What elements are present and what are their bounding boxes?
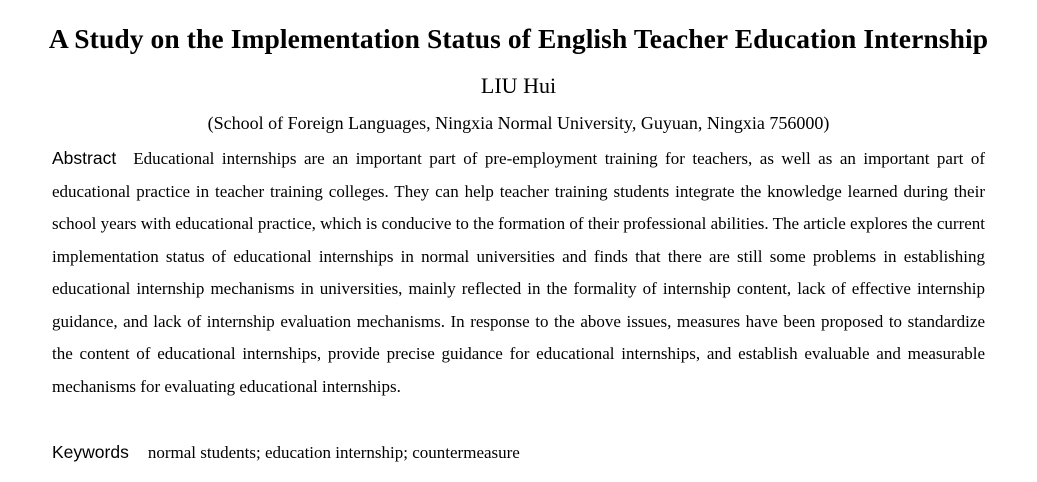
author-name: LIU Hui xyxy=(480,73,557,98)
abstract-text: Educational internships are an important part of pre-employment training for teachers, as well as an important part of educational practice in teacher training colleges. They can help teacher training students integrate the knowledge learned during their school years with educational practice, which is conducive to the formation of their professional abilities. The article explores the current implementation status of educational internships in normal universities and finds that there are still some problems in establishing educational internship mechanisms in universities, mainly reflected in the formality of internship content, lack of effective internship guidance, and lack of internship evaluation mechanisms. In response to the above issues, measures have been proposed to standardize the content of educational internships, provide precise guidance for educational internships, and establish evaluable and measurable mechanisms for evaluating educational internships. xyxy=(52,149,985,396)
abstract-label: Abstract xyxy=(52,148,117,168)
keywords-text: normal students; education internship; countermeasure xyxy=(147,443,520,462)
paper-title: A Study on the Implementation Status of English Teacher Education Internship xyxy=(48,23,989,54)
keywords-label: Keywords xyxy=(52,442,129,462)
author-affiliation: (School of Foreign Languages, Ningxia Normal University, Guyuan, Ningxia 756000) xyxy=(207,113,830,133)
keywords-line xyxy=(52,436,985,469)
abstract-paragraph xyxy=(52,142,985,403)
